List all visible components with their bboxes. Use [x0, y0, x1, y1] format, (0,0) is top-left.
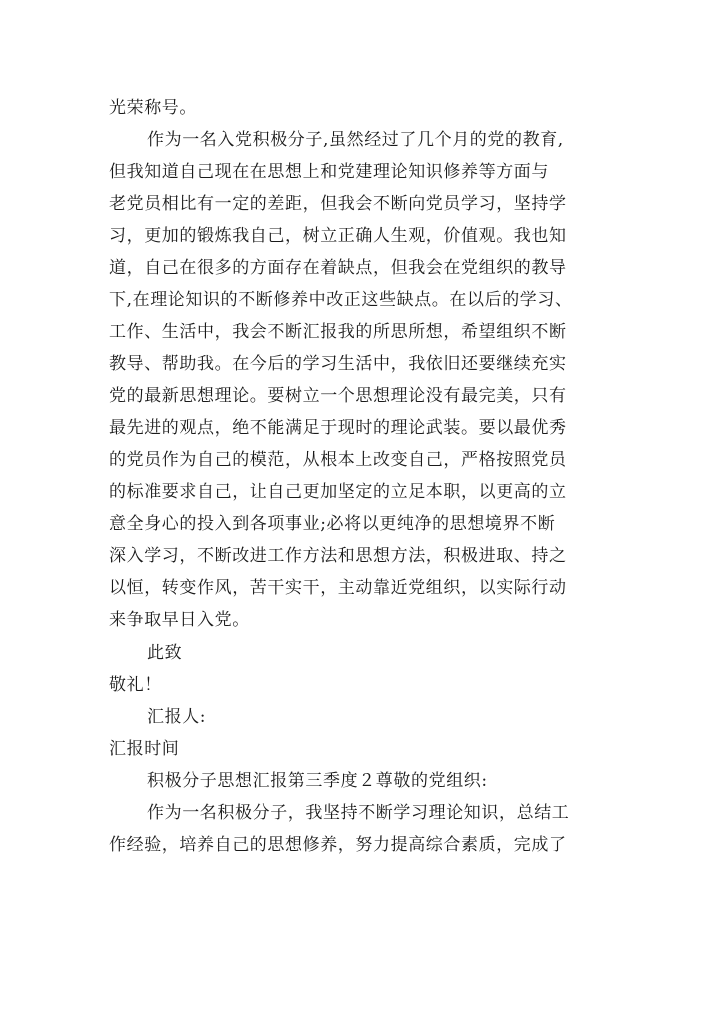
- report-time-label: 汇报时间: [109, 739, 180, 759]
- text-line-2: 作为一名入党积极分子,虽然经过了几个月的党的教育,: [147, 130, 564, 150]
- closing-respect: 敬礼！: [109, 675, 162, 695]
- text-line-15: 深入学习，不断改进工作方法和思想方法，积极进取、持之: [109, 546, 567, 566]
- text-line-6: 道，自己在很多的方面存在着缺点，但我会在党组织的教导: [109, 258, 567, 278]
- text-line-17: 来争取早日入党。: [109, 610, 250, 630]
- text-line-3: 但我知道自己现在在思想上和党建理论知识修养等方面与: [109, 162, 549, 182]
- text-line-14: 意全身心的投入到各项事业;必将以更纯净的思想境界不断: [109, 514, 556, 534]
- text-line-7: 下,在理论知识的不断修养中改正这些缺点。在以后的学习、: [109, 290, 573, 310]
- text-line-8: 工作、生活中，我会不断汇报我的所思所想，希望组织不断: [109, 322, 567, 342]
- text-line-11: 最先进的观点，绝不能满足于现时的理论武装。要以最优秀: [109, 418, 567, 438]
- section-heading: 积极分子思想汇报第三季度２尊敬的党组织:: [147, 771, 488, 791]
- text-line-13: 的标准要求自己，让自己更加坚定的立足本职，以更高的立: [109, 482, 567, 502]
- text-line-18: 作为一名积极分子，我坚持不断学习理论知识，总结工: [147, 803, 570, 823]
- reporter-label: 汇报人:: [147, 707, 207, 727]
- closing-salutation: 此致: [147, 643, 183, 663]
- text-line-5: 习，更加的锻炼我自己，树立正确人生观，价值观。我也知: [109, 226, 567, 246]
- text-line-19: 作经验，培养自己的思想修养，努力提高综合素质，完成了: [109, 835, 567, 855]
- text-line-1: 光荣称号。: [109, 98, 197, 118]
- text-line-10: 党的最新思想理论。要树立一个思想理论没有最完美，只有: [109, 386, 567, 406]
- text-line-9: 教导、帮助我。在今后的学习生活中，我依旧还要继续充实: [109, 354, 567, 374]
- text-line-16: 以恒，转变作风，苦干实干，主动靠近党组织，以实际行动: [109, 578, 567, 598]
- text-line-12: 的党员作为自己的模范，从根本上改变自己，严格按照党员: [109, 450, 567, 470]
- text-line-4: 老党员相比有一定的差距，但我会不断向党员学习，坚持学: [109, 194, 567, 214]
